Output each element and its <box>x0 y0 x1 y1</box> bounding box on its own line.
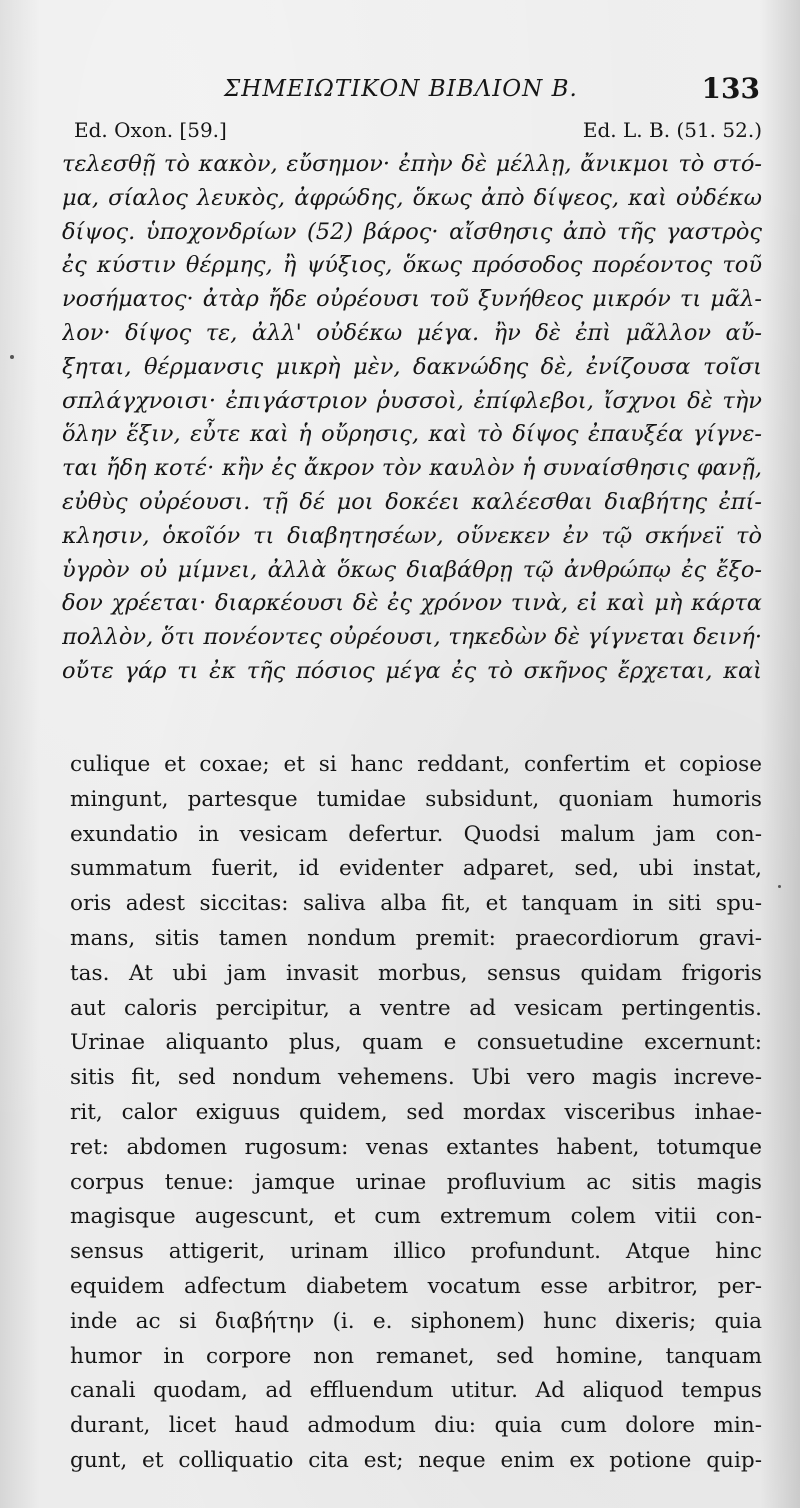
greek-line: δίψος. ὑποχονδρίων (52) βάρος· αἴσθησις ἀπὸ τῆς γαστρὸς <box>62 218 762 245</box>
latin-line: gunt, et colliquatio cita est; neque enim ex potione quip- <box>70 1447 762 1473</box>
greek-line: οὔτε γάρ τι ἐκ τῆς πόσιος μέγα ἐς τὸ σκῆνος ἔρχεται, καὶ <box>62 657 762 684</box>
latin-line: ret: abdomen rugosum: venas extantes habent, totumque <box>70 1134 762 1160</box>
greek-line: εὐθὺς οὐρέουσι. τῇ δέ μοι δοκέει καλέεσθαι διαβήτης ἐπί- <box>62 488 762 515</box>
page-number: 133 <box>701 72 760 105</box>
latin-line: magisque augescunt, et cum extremum colem vitii con- <box>70 1204 762 1230</box>
latin-line: tas. At ubi jam invasit morbus, sensus quidam frigoris <box>70 960 762 986</box>
latin-line: inde ac si διαβήτην (i. e. siphonem) hunc dixeris; quia <box>70 1308 762 1334</box>
running-title: ΣΗΜΕΙΩΤΙΚΟΝ ΒΙΒΛΙΟΝ Β. <box>224 76 578 102</box>
latin-line: corpus tenue: jamque urinae profluvium ac sitis magis <box>70 1169 762 1195</box>
greek-line: κλησιν, ὁκοῖόν τι διαβητησέων, οὕνεκεν ἐν τῷ σκήνεϊ τὸ <box>62 522 762 549</box>
latin-line: oris adest siccitas: saliva alba fit, et tanquam in siti spu- <box>70 891 762 917</box>
latin-line: Urinae aliquanto plus, quam e consuetudine excernunt: <box>70 1030 762 1056</box>
latin-line: canali quodam, ad effluendum utitur. Ad aliquod tempus <box>70 1378 762 1404</box>
greek-line: ται ἤδη κοτέ· κἢν ἐς ἄκρον τὸν καυλὸν ἡ συναίσθησις φανῇ, <box>62 455 762 482</box>
latin-line: rit, calor exiguus quidem, sed mordax visceribus inhae- <box>70 1099 762 1125</box>
greek-line: λον· δίψος τε, ἀλλ' οὐδέκω μέγα. ἢν δὲ ἐπὶ μᾶλλον αὔ- <box>62 319 762 346</box>
paper-speck <box>10 355 14 359</box>
edition-oxon: Ed. Oxon. [59.] <box>74 118 227 142</box>
greek-line: ξηται, θέρμανσις μικρὴ μὲν, δακνώδης δὲ, ἐνίζουσα τοῖσι <box>62 353 762 380</box>
latin-line: mingunt, partesque tumidae subsidunt, quoniam humoris <box>70 786 762 812</box>
greek-line: τελεσθῇ τὸ κακὸν, εὔσημον· ἐπὴν δὲ μέλλῃ, ἄνικμοι τὸ στό- <box>62 151 762 177</box>
greek-line: νοσήματος· ἀτὰρ ἤδε οὐρέουσι τοῦ ξυνήθεος μικρόν τι μᾶλ- <box>62 286 762 313</box>
greek-line: ἐς κύστιν θέρμης, ἢ ψύξιος, ὅκως πρόσοδος πορέοντος τοῦ <box>62 252 762 279</box>
greek-line: πολλὸν, ὅτι πονέοντες οὐρέουσι, τηκεδὼν δὲ γίγνεται δεινή· <box>62 624 762 651</box>
paper-speck <box>778 885 781 888</box>
latin-line: sensus attigerit, urinam illico profundunt. Atque hinc <box>70 1239 762 1265</box>
latin-line: exundatio in vesicam defertur. Quodsi malum jam con- <box>70 821 762 847</box>
latin-line: durant, licet haud admodum diu: quia cum dolore min- <box>70 1413 762 1439</box>
latin-translation-block <box>70 748 762 1479</box>
latin-line: summatum fuerit, id evidenter adparet, sed, ubi instat, <box>70 856 762 882</box>
latin-line: equidem adfectum diabetem vocatum esse arbitror, per- <box>70 1273 762 1299</box>
edition-lb: Ed. L. B. (51. 52.) <box>582 118 762 142</box>
greek-line: σπλάγχνοισι· ἐπιγάστριον ῥυσσοὶ, ἐπίφλεβοι, ἴσχνοι δὲ τὴν <box>62 387 762 414</box>
greek-line: ὑγρὸν οὐ μίμνει, ἀλλὰ ὅκως διαβάθρῃ τῷ ἀνθρώπῳ ἐς ἔξο- <box>62 556 762 583</box>
latin-line: sitis fit, sed nondum vehemens. Ubi vero magis increve- <box>70 1065 762 1091</box>
greek-line: μα, σίαλος λευκὸς, ἀφρώδης, ὅκως ἀπὸ δίψεος, καὶ οὐδέκω <box>62 184 762 211</box>
running-head <box>0 72 800 108</box>
latin-line: aut caloris percipitur, a ventre ad vesicam pertingentis. <box>70 995 762 1021</box>
greek-line: ὅλην ἕξιν, εὖτε καὶ ἡ οὔρησις, καὶ τὸ δίψος ἐπαυξέα γίγνε- <box>62 421 762 448</box>
edition-references <box>74 118 762 146</box>
greek-text-block <box>62 148 762 689</box>
greek-line: δον χρέεται· διαρκέουσι δὲ ἐς χρόνον τινὰ, εἰ καὶ μὴ κάρτα <box>62 590 762 617</box>
latin-line: mans, sitis tamen nondum premit: praecordiorum gravi- <box>70 925 762 951</box>
latin-line: culique et coxae; et si hanc reddant, confertim et copiose <box>70 752 762 777</box>
latin-line: humor in corpore non remanet, sed homine, tanquam <box>70 1343 762 1369</box>
